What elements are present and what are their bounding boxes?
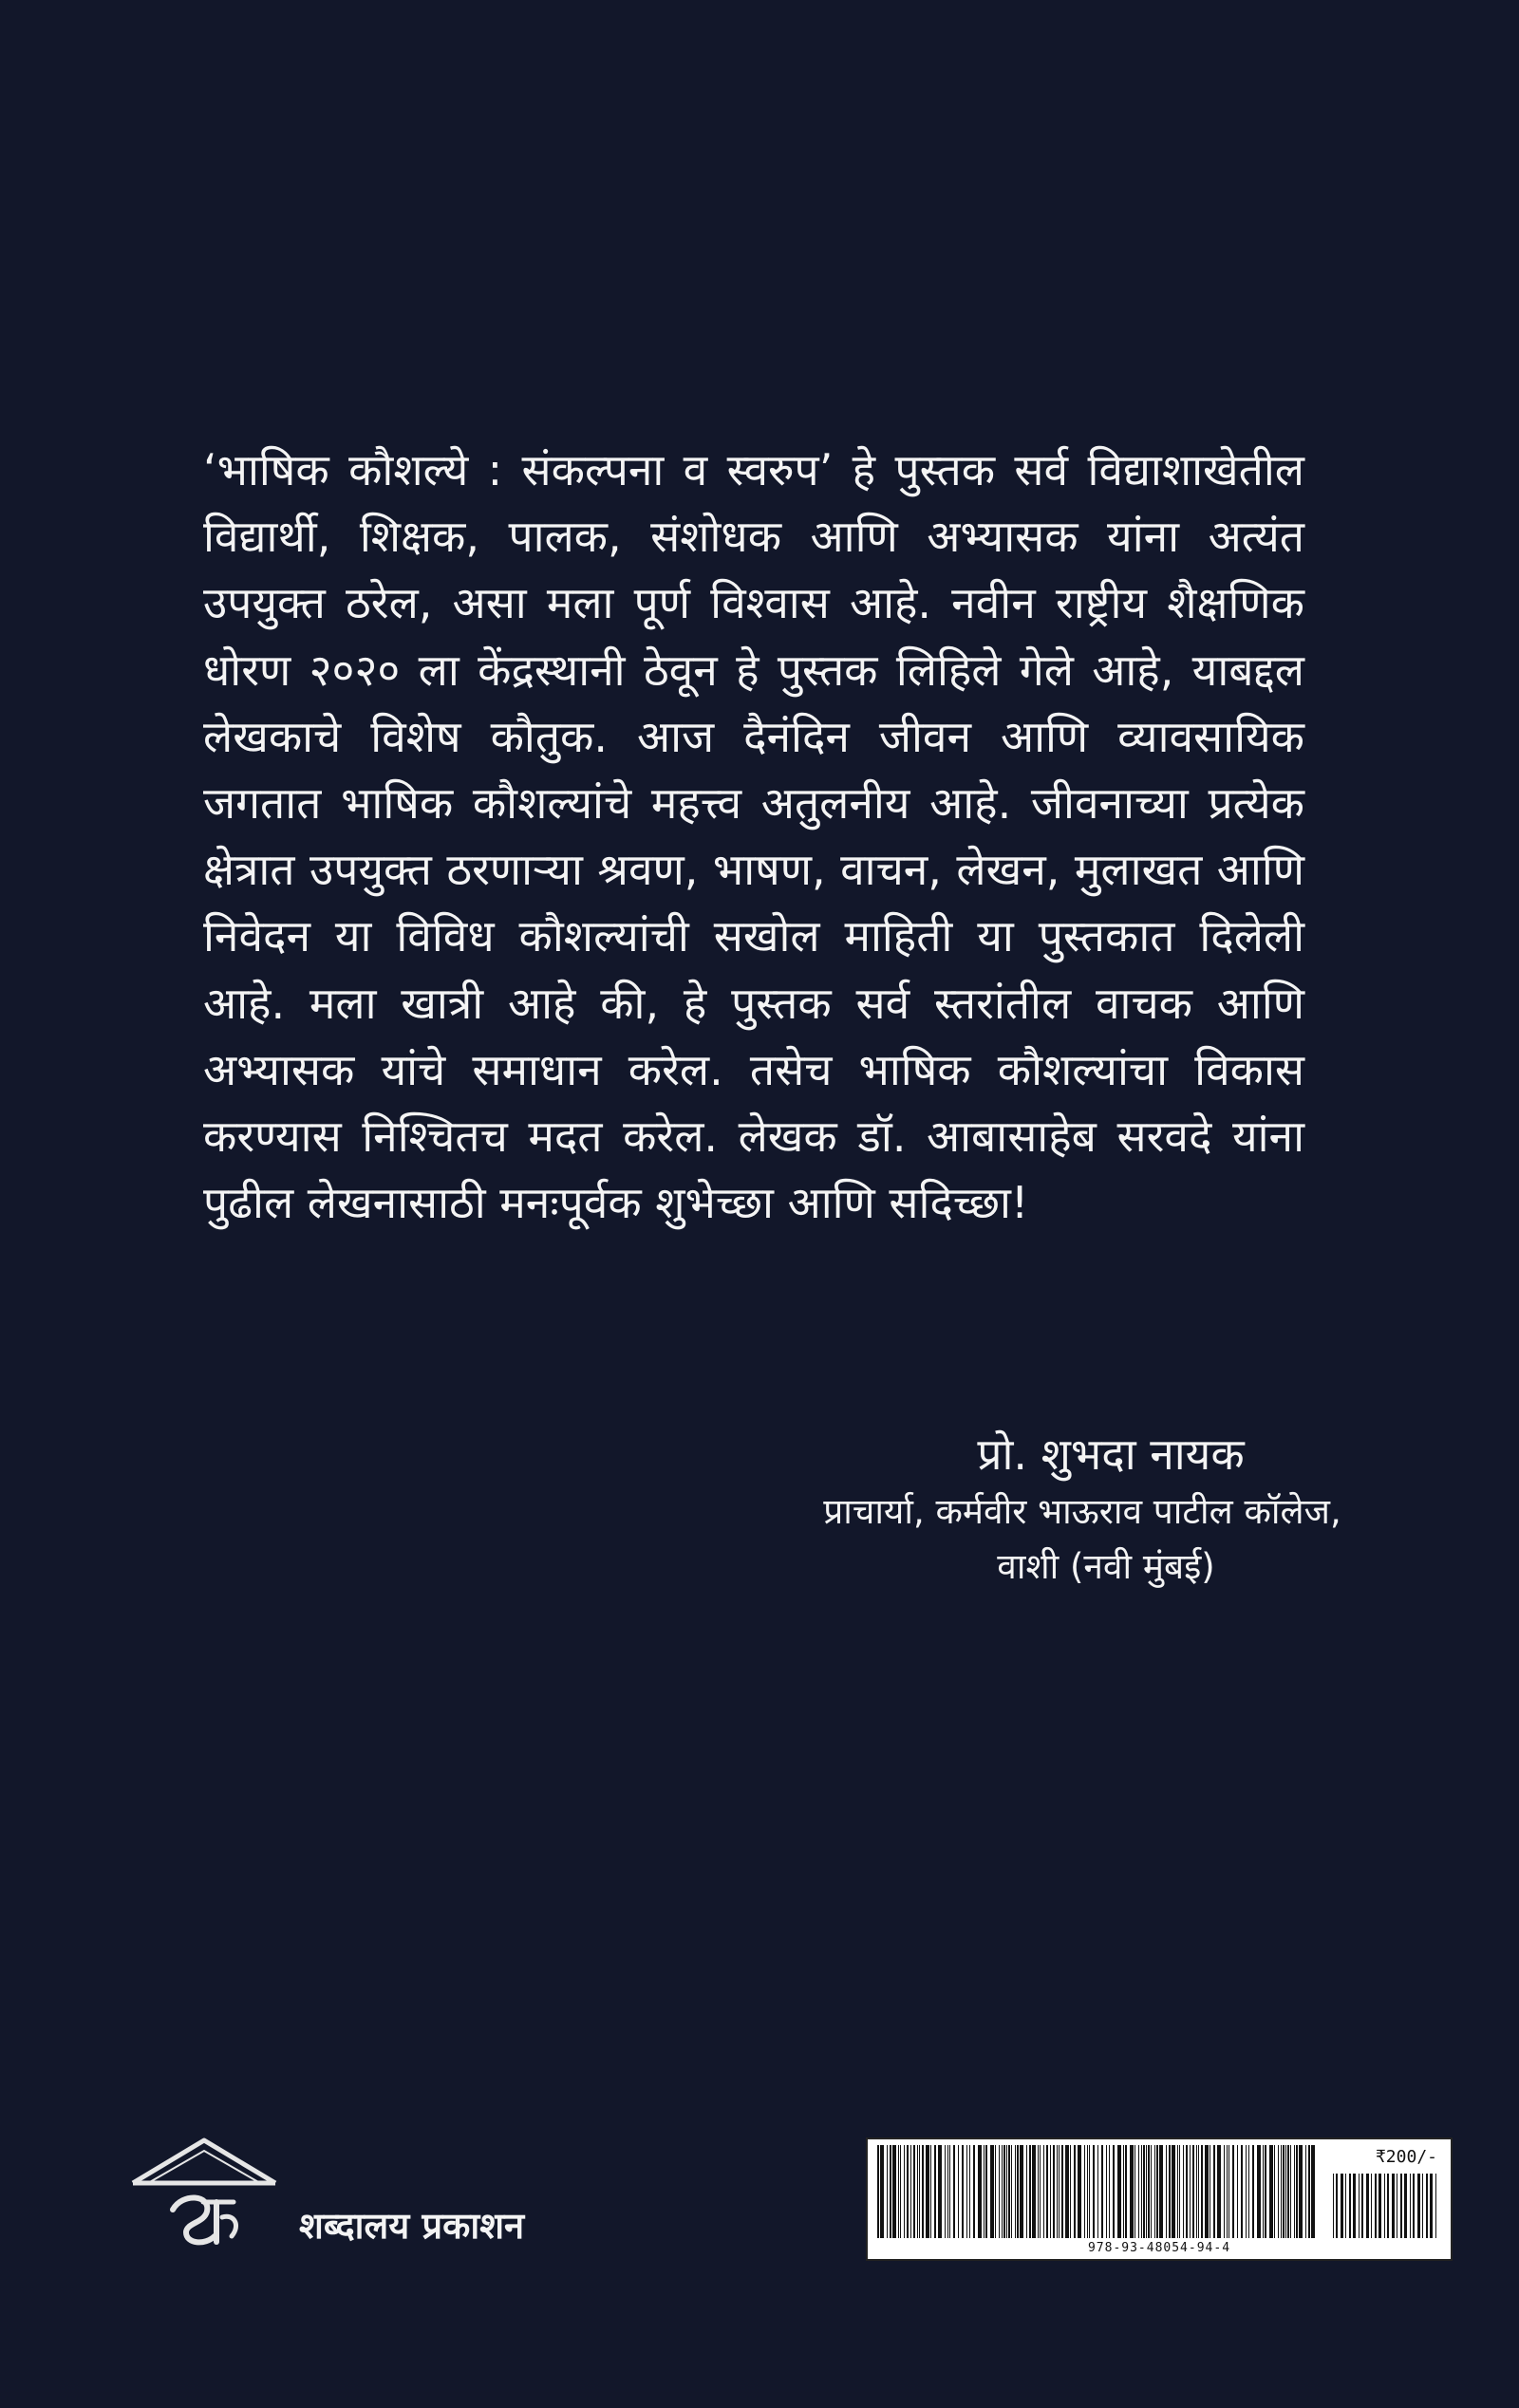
- barcode-bar: [1070, 2145, 1071, 2238]
- barcode-addon-bar: [1426, 2174, 1428, 2238]
- barcode-bar: [999, 2145, 1000, 2238]
- barcode-bar: [1002, 2145, 1003, 2238]
- barcode-bar: [1148, 2145, 1150, 2238]
- barcode-addon-bar: [1333, 2174, 1334, 2238]
- barcode-addon-bar: [1430, 2174, 1433, 2238]
- barcode-bar: [1190, 2145, 1191, 2238]
- barcode-bar: [995, 2145, 996, 2238]
- publisher-name: शब्दालय प्रकाशन: [299, 2205, 525, 2247]
- barcode-addon-bar: [1375, 2174, 1377, 2238]
- barcode-addon-bar: [1361, 2174, 1363, 2238]
- barcode-bar: [898, 2145, 899, 2238]
- barcode-addon-bar: [1417, 2174, 1420, 2238]
- barcode-bar: [1263, 2145, 1264, 2238]
- barcode-bar: [1154, 2145, 1155, 2238]
- barcode-addon-bar: [1392, 2174, 1395, 2238]
- barcode-bar: [910, 2145, 911, 2238]
- barcode-bar: [919, 2145, 920, 2238]
- barcode-bar: [922, 2145, 924, 2238]
- barcode-bar: [1089, 2145, 1090, 2238]
- barcode-bar: [877, 2145, 879, 2238]
- price-label: ₹200/-: [1375, 2147, 1437, 2167]
- barcode-bar: [1008, 2145, 1010, 2238]
- barcode-bar: [1146, 2145, 1147, 2238]
- barcode-bar: [1281, 2145, 1282, 2238]
- barcode-bar: [949, 2145, 950, 2238]
- signature-block: [722, 1424, 1443, 1595]
- barcode-bar: [1285, 2145, 1286, 2238]
- barcode-addon-bar: [1349, 2174, 1351, 2238]
- barcode-bar: [930, 2145, 931, 2238]
- barcode-bar: [1020, 2145, 1023, 2238]
- barcode-bar: [962, 2145, 964, 2238]
- barcode-bar: [1283, 2145, 1285, 2238]
- barcode-addon-bar: [1384, 2174, 1385, 2238]
- barcode-bar: [985, 2145, 987, 2238]
- barcode-bar: [973, 2145, 975, 2238]
- barcode-bar: [1015, 2145, 1016, 2238]
- barcode-bar: [1078, 2145, 1081, 2238]
- barcode-bar: [1113, 2145, 1115, 2238]
- barcode-bar: [917, 2145, 918, 2238]
- barcode-bar: [1257, 2145, 1261, 2238]
- barcode-bar: [907, 2145, 909, 2238]
- barcode-bar: [1278, 2145, 1279, 2238]
- barcode-bar: [1183, 2145, 1184, 2238]
- barcode-bar: [1038, 2145, 1039, 2238]
- barcode-bar: [1050, 2145, 1051, 2238]
- barcode-bar: [1093, 2145, 1095, 2238]
- barcode-addon-bar: [1410, 2174, 1411, 2238]
- barcode-bar: [1151, 2145, 1152, 2238]
- barcode-addon-bar: [1378, 2174, 1381, 2238]
- isbn-number: 978-93-48054-94-4: [1087, 2241, 1231, 2255]
- barcode-addon-bar: [1366, 2174, 1369, 2238]
- barcode-bar: [938, 2145, 942, 2238]
- barcode-bar: [1043, 2145, 1044, 2238]
- barcode-bar: [1290, 2145, 1291, 2238]
- barcode-bar: [1087, 2145, 1088, 2238]
- barcode-bar: [1130, 2145, 1134, 2238]
- barcode-addon-bar: [1435, 2174, 1436, 2238]
- barcode-addon-bar: [1387, 2174, 1389, 2238]
- barcode-bar: [1141, 2145, 1142, 2238]
- barcode-bar: [1192, 2145, 1194, 2238]
- barcode-bar: [1241, 2145, 1243, 2238]
- barcode-bar: [1123, 2145, 1124, 2238]
- barcode-bar: [1040, 2145, 1041, 2238]
- barcode-bar: [1177, 2145, 1178, 2238]
- barcode-bar: [1003, 2145, 1005, 2238]
- barcode-bar: [1294, 2145, 1295, 2238]
- barcode-addon-bar: [1404, 2174, 1407, 2238]
- barcode-bar: [900, 2145, 901, 2238]
- barcode-bar: [1097, 2145, 1098, 2238]
- barcode-addon-bar: [1371, 2174, 1372, 2238]
- barcode-bar: [1311, 2145, 1315, 2238]
- barcode-bar: [1074, 2145, 1076, 2238]
- house-roof-logo-icon: [123, 2126, 294, 2268]
- barcode-addon-bar: [1336, 2174, 1338, 2238]
- barcode-bar: [1172, 2145, 1175, 2238]
- barcode-bar: [1265, 2145, 1266, 2238]
- barcode-bar: [1046, 2145, 1048, 2238]
- barcode-bar: [1065, 2145, 1069, 2238]
- barcode-bar: [1198, 2145, 1199, 2238]
- barcode-bar: [1117, 2145, 1121, 2238]
- barcode-bar: [880, 2145, 884, 2238]
- barcode-bar: [1248, 2145, 1249, 2238]
- barcode-bar: [1186, 2145, 1188, 2238]
- barcode-bar: [1246, 2145, 1247, 2238]
- barcode-bar: [1269, 2145, 1273, 2238]
- barcode-bar: [1237, 2145, 1238, 2238]
- barcode-bar: [1106, 2145, 1107, 2238]
- barcode-bar: [990, 2145, 994, 2238]
- barcode-bar: [1032, 2145, 1036, 2238]
- barcode-bar: [1217, 2145, 1221, 2238]
- barcode-bar: [1109, 2145, 1110, 2238]
- barcode-bar: [1053, 2145, 1055, 2238]
- barcode-addon-bar: [1341, 2174, 1343, 2238]
- barcode-bar: [1166, 2145, 1167, 2238]
- barcode-addon-bar: [1353, 2174, 1356, 2238]
- barcode-bar: [1252, 2145, 1254, 2238]
- blurb-paragraph: ‘भाषिक कौशल्ये : संकल्पना व स्वरुप’ हे पुस्तक सर्व विद्याशाखेतील विद्यार्थी, शिक्षक, पालक, संशोधक आणि अभ्यासक यांना अत्यंत उपयुक्त ठरेल, असा मला पूर्ण विश्वास आहे. नवीन राष्ट्रीय शैक्षणिक धोरण २०२० ला केंद्रस्थानी ठेवून हे पुस्तक लिहिले गेले आहे, याबद्दल लेखकाचे विशेष कौतुक. आज दैनंदिन जीवन आणि व्यावसायिक जगतात भाषिक कौशल्यांचे महत्त्व अतुलनीय आहे. जीवनाच्या प्रत्येक क्षेत्रात उपयुक्त ठरणाऱ्या श्रवण, भाषण, वाचन, लेखन, मुलाखत आणि निवेदन या विविध कौशल्यांची सखोल माहिती या पुस्तकात दिलेली आहे. मला खात्री आहे की, हे पुस्तक सर्व स्तरांतील वाचक आणि अभ्यासक यांचे समाधान करेल. तसेच भाषिक कौशल्यांचा विकास करण्यास निश्चितच मदत करेल. लेखक डॉ. आबासाहेब सरवदे यांना पुढील लेखनासाठी मनःपूर्वक शुभेच्छा आणि सदिच्छा!: [203, 444, 1304, 1229]
- barcode-bar: [1125, 2145, 1127, 2238]
- barcode-bar: [926, 2145, 929, 2238]
- barcode-bar: [1017, 2145, 1019, 2238]
- barcode-bar: [913, 2145, 915, 2238]
- barcode-bar: [1224, 2145, 1225, 2238]
- signature-designation: प्राचार्या, कर्मवीर भाऊराव पाटील कॉलेज,: [823, 1491, 1341, 1532]
- barcode-bar: [1026, 2145, 1027, 2238]
- barcode-bar: [958, 2145, 959, 2238]
- barcode-bar: [953, 2145, 955, 2238]
- barcode-bar: [1156, 2145, 1158, 2238]
- barcode-addon-bar: [1345, 2174, 1346, 2238]
- barcode-bar: [1059, 2145, 1060, 2238]
- barcode-bar: [1159, 2145, 1163, 2238]
- barcode-bar: [1061, 2145, 1063, 2238]
- barcode-bar: [1196, 2145, 1197, 2238]
- barcode-bar: [1006, 2145, 1007, 2238]
- barcode-bar: [934, 2145, 936, 2238]
- publisher-block: [123, 2126, 655, 2268]
- barcode-bar: [984, 2145, 985, 2238]
- barcode-bar: [1213, 2145, 1215, 2238]
- barcode-bar: [890, 2145, 891, 2238]
- barcode-bar: [969, 2145, 970, 2238]
- barcode-bar: [1011, 2145, 1012, 2238]
- barcode-bar: [1101, 2145, 1103, 2238]
- barcode-bar: [1287, 2145, 1289, 2238]
- barcode-bar: [978, 2145, 982, 2238]
- barcode-bar: [945, 2145, 946, 2238]
- barcode-bar: [1274, 2145, 1275, 2238]
- barcode-bar: [1232, 2145, 1234, 2238]
- barcode-addon-bar: [1413, 2174, 1415, 2238]
- barcode-bar: [1205, 2145, 1209, 2238]
- barcode-bar: [1057, 2145, 1058, 2238]
- barcode-addon-bar: [1359, 2174, 1360, 2238]
- barcode-bar: [904, 2145, 905, 2238]
- barcode-bar: [1143, 2145, 1145, 2238]
- signature-place: वाशी (नवी मुंबई): [997, 1546, 1215, 1587]
- barcode-bar: [1029, 2145, 1031, 2238]
- barcode-bar: [892, 2145, 896, 2238]
- barcode-bar: [966, 2145, 967, 2238]
- barcode-bar: [947, 2145, 948, 2238]
- signature-name: प्रो. शुभदा नायक: [977, 1428, 1245, 1480]
- barcode-bar: [1179, 2145, 1180, 2238]
- barcode-addon-bar: [1422, 2174, 1423, 2238]
- barcode: [866, 2137, 1453, 2261]
- barcode-bar: [1084, 2145, 1085, 2238]
- barcode-bar: [1169, 2145, 1171, 2238]
- barcode-bar: [887, 2145, 888, 2238]
- barcode-bar: [1305, 2145, 1306, 2238]
- barcode-addon-bar: [1400, 2174, 1402, 2238]
- barcode-bar: [1201, 2145, 1203, 2238]
- barcode-bar: [1227, 2145, 1228, 2238]
- barcode-bar: [1228, 2145, 1229, 2238]
- barcode-bar: [1299, 2145, 1303, 2238]
- barcode-bar: [1296, 2145, 1298, 2238]
- barcode-bar: [1308, 2145, 1310, 2238]
- barcode-bar: [1138, 2145, 1139, 2238]
